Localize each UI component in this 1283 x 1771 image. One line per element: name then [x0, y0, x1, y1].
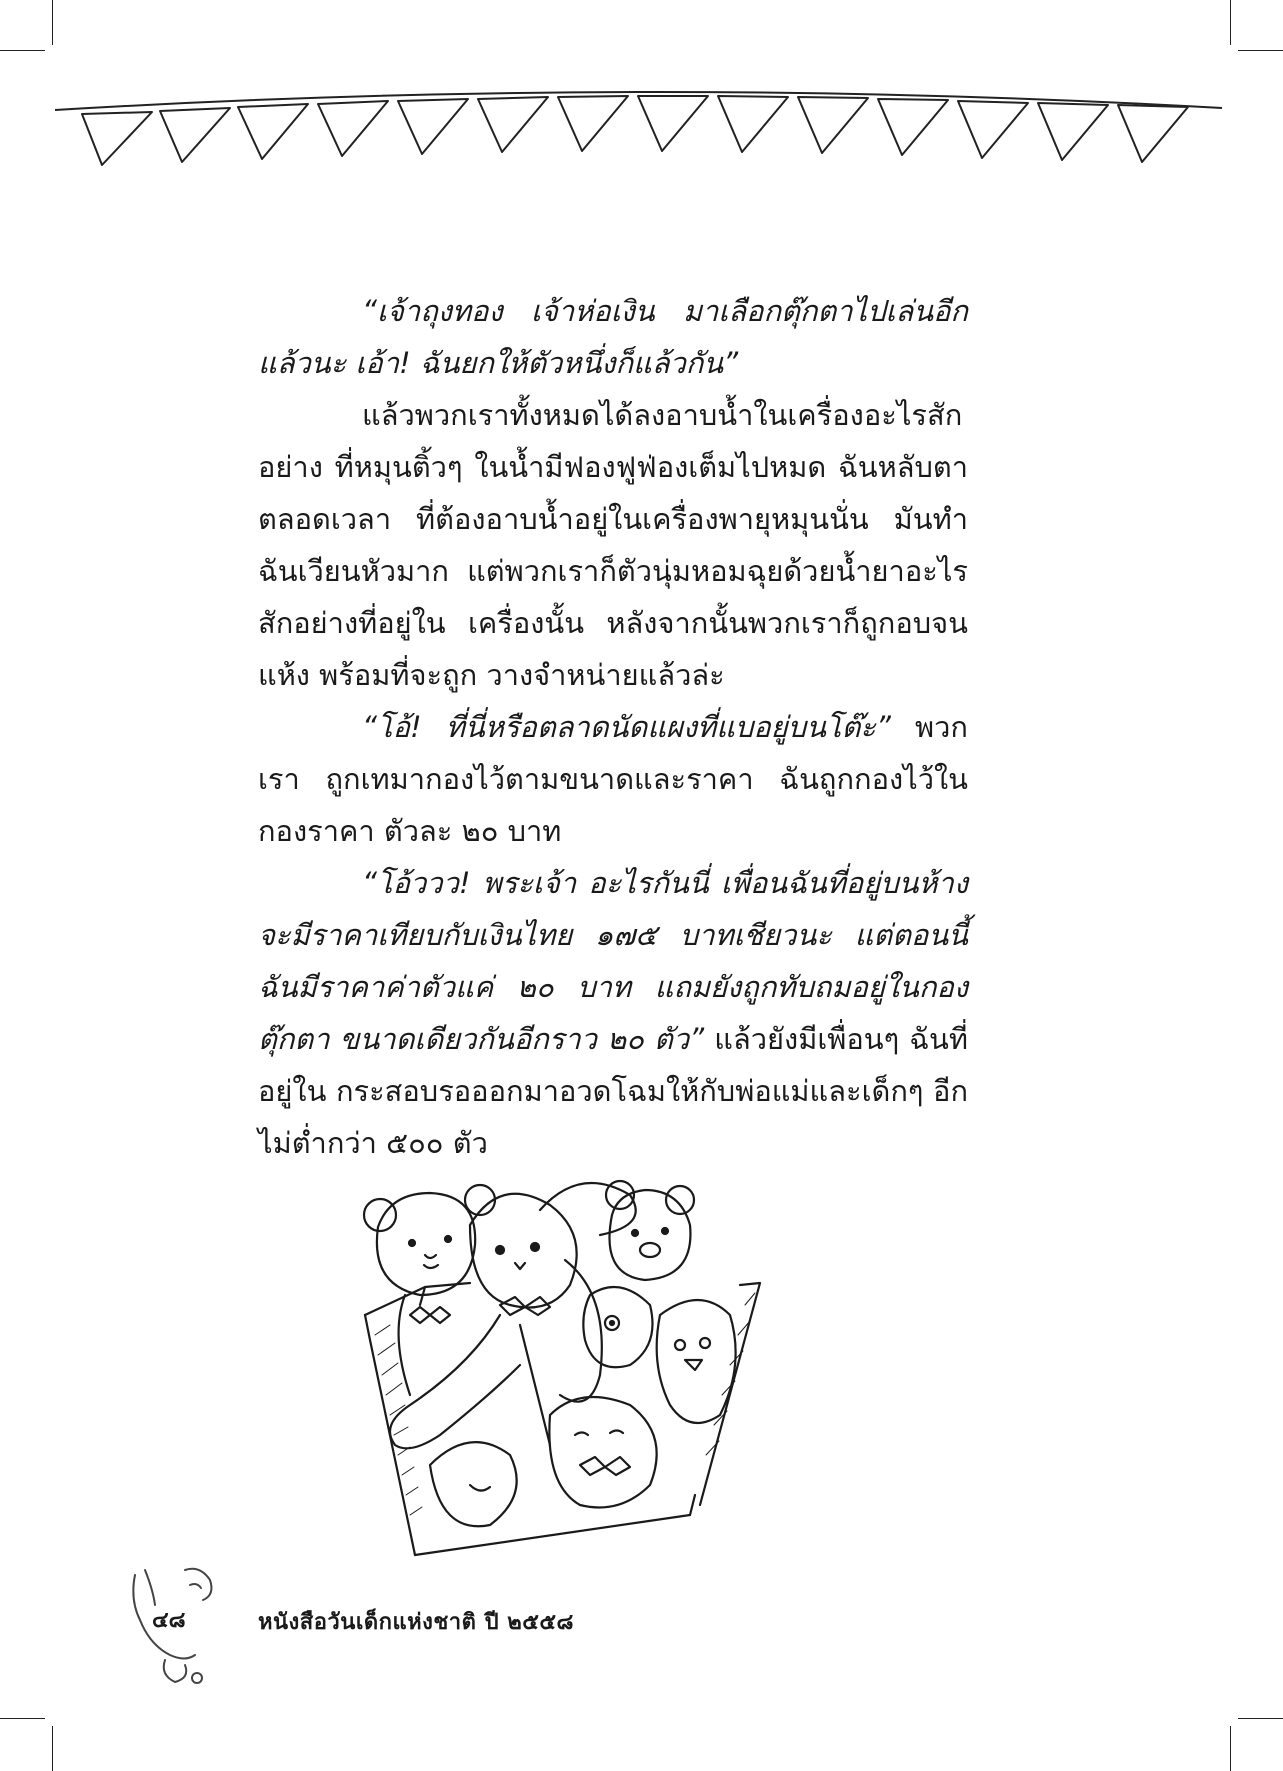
- crop-mark-bottom-left-h: [0, 1718, 45, 1719]
- crop-mark-top-right-h: [1238, 50, 1283, 51]
- paragraph-3: [258, 701, 968, 857]
- paragraph-3-rest: พวกเรา ถูกเทมากองไว้ตามขนาดและราคา ฉันถูกกองไว้ในกองราคา ตัวละ ๒๐ บาท: [258, 710, 968, 848]
- paragraph-4: [258, 857, 968, 1169]
- crop-mark-top-left-v: [52, 0, 53, 45]
- page-number: ๔๘: [152, 1608, 186, 1633]
- bunting-flags-decoration: [0, 80, 1283, 190]
- paragraph-4-quote: “โอ้ววว! พระเจ้า อะไรกันนี่ เพื่อนฉันที่อยู่บนห้าง จะมีราคาเทียบกับเงินไทย ๑๗๕ บาทเชียวนะ แต่ตอนนี้ ฉันมีราคาค่าตัวแค่ ๒๐ บาท แถมยังถูกทับถมอยู่ในกองตุ๊กตา ขนาดเดียวกันอีกราว ๒๐ ตัว”: [258, 866, 968, 1056]
- paragraph-3-quote: “โอ้! ที่นี่หรือตลาดนัดแผงที่แบอยู่บนโต๊ะ”: [362, 710, 891, 744]
- crop-mark-top-right-v: [1230, 0, 1231, 45]
- footer-book-title: หนังสือวันเด็กแห่งชาติ ปี ๒๕๕๘: [258, 1610, 574, 1635]
- crop-mark-bottom-right-h: [1238, 1718, 1283, 1719]
- story-text: [258, 285, 968, 1169]
- paragraph-2: แล้วพวกเราทั้งหมดได้ลงอาบน้ำในเครื่องอะไรสักอย่าง ที่หมุนติ้วๆ ในน้ำมีฟองฟูฟ่องเต็มไปหมด ฉันหลับตาตลอดเวลา ที่ต้องอาบน้ำอยู่ในเครื่องพายุหมุนนั่น มันทำฉันเวียนหัวมาก แต่พวกเราก็ตัวนุ่มหอมฉุยด้วยน้ำยาอะไรสักอย่างที่อยู่ใน เครื่องนั้น หลังจากนั้นพวกเราก็ถูกอบจนแห้ง พร้อมที่จะถูก วางจำหน่ายแล้วล่ะ: [258, 398, 968, 692]
- crop-mark-bottom-left-v: [52, 1726, 53, 1771]
- crop-mark-bottom-right-v: [1230, 1726, 1231, 1771]
- paragraph-4-rest: แล้วยังมีเพื่อนๆ ฉันที่อยู่ใน กระสอบรอออกมาอวดโฉมให้กับพ่อแม่และเด็กๆ อีกไม่ต่ำกว่า ๕๐๐ ตัว: [258, 1022, 968, 1160]
- crop-mark-top-left-h: [0, 50, 45, 51]
- paragraph-1: “เจ้าถุงทอง เจ้าห่อเงิน มาเลือกตุ๊กตาไปเล่นอีกแล้วนะ เอ้า! ฉันยกให้ตัวหนึ่งก็แล้วกัน”: [258, 294, 968, 380]
- toy-box-illustration: [350, 1165, 790, 1565]
